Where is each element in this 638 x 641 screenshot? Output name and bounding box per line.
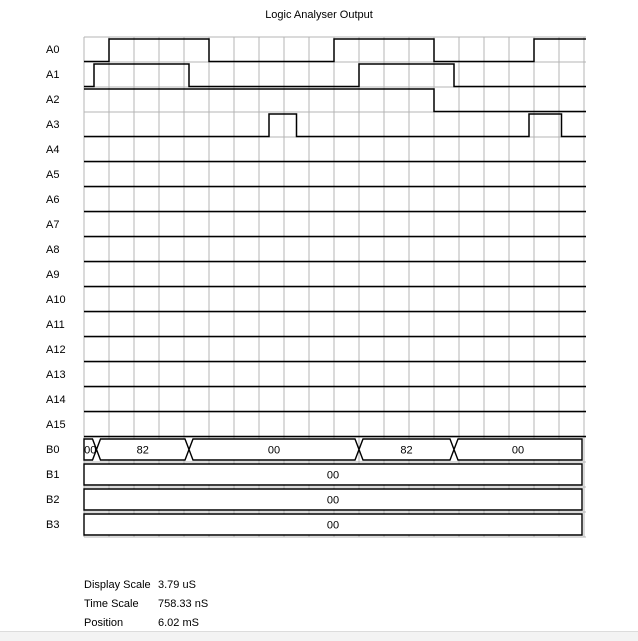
bus-value: 00 — [511, 444, 525, 457]
bus-value: 82 — [400, 444, 413, 457]
display-scale-row — [84, 578, 208, 597]
channel-label-a14: A14 — [46, 394, 66, 406]
channel-label-b3: B3 — [46, 519, 60, 531]
channel-label-a8: A8 — [46, 244, 60, 256]
channel-label-a2: A2 — [46, 94, 60, 106]
channel-label-a11: A11 — [46, 319, 65, 331]
bus-b0 — [84, 439, 582, 460]
channel-label-b0: B0 — [46, 444, 60, 456]
channel-label-a0: A0 — [46, 44, 60, 56]
channel-label-a5: A5 — [46, 169, 60, 181]
bus-value: 00 — [267, 444, 281, 457]
bus-b2 — [84, 489, 582, 510]
bus-b1 — [84, 464, 582, 485]
bus-b3 — [84, 514, 582, 535]
channel-label-a12: A12 — [46, 344, 66, 356]
channel-label-a15: A15 — [46, 419, 66, 431]
bus-value: 00 — [326, 519, 340, 532]
bus-value: 00 — [84, 444, 97, 457]
time-scale-label: Time Scale — [84, 598, 139, 610]
scale-info-panel — [84, 578, 208, 635]
display-scale-label: Display Scale — [84, 579, 151, 591]
position-label: Position — [84, 617, 124, 629]
bus-value: 00 — [326, 469, 340, 482]
time-scale-value: 758.33 nS — [158, 598, 209, 610]
channel-label-a9: A9 — [46, 269, 60, 281]
channel-label-b1: B1 — [46, 469, 60, 481]
position-value: 6.02 mS — [158, 617, 199, 629]
channel-label-a3: A3 — [46, 119, 60, 131]
channel-label-a13: A13 — [46, 369, 66, 381]
display-scale-value: 3.79 uS — [158, 579, 196, 591]
channel-label-a4: A4 — [46, 144, 60, 156]
window-title: Logic Analyser Output — [265, 9, 373, 21]
channel-label-b2: B2 — [46, 494, 60, 506]
bus-value: 82 — [136, 444, 149, 457]
channel-label-a1: A1 — [46, 69, 60, 81]
channel-label-a6: A6 — [46, 194, 60, 206]
bus-value: 00 — [326, 494, 340, 507]
channel-label-a10: A10 — [46, 294, 66, 306]
channel-label-a7: A7 — [46, 219, 60, 231]
time-scale-row — [84, 597, 208, 616]
